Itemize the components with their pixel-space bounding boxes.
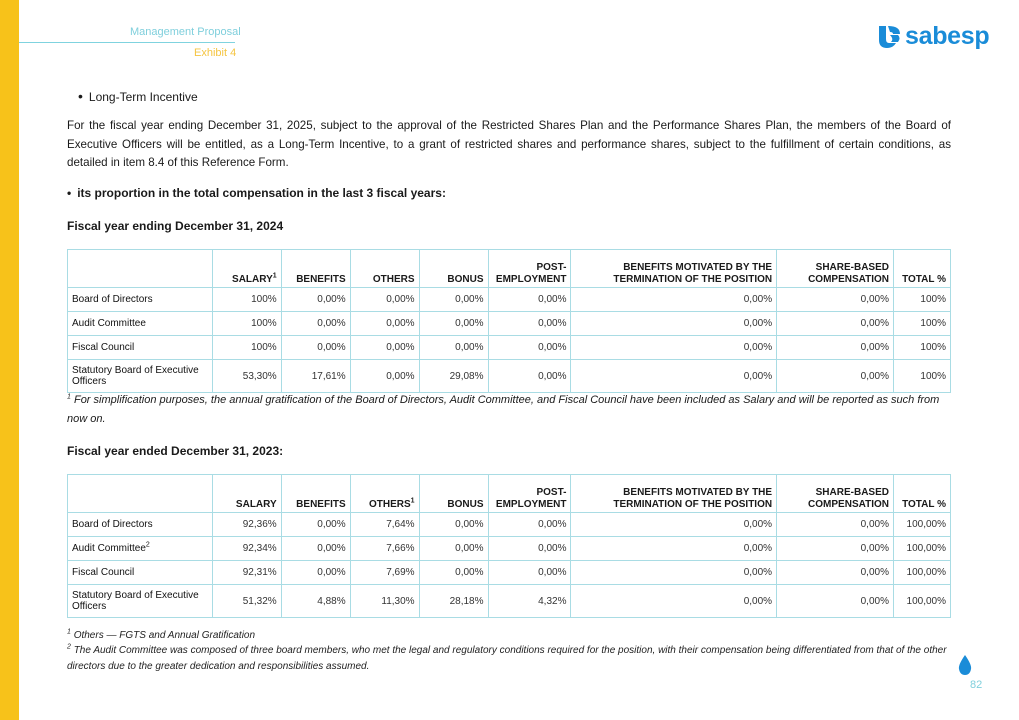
table-cell: 0,00% <box>571 561 777 585</box>
header-divider <box>19 42 235 43</box>
table-cell: 0,00% <box>777 513 894 537</box>
table-cell: 0,00% <box>419 336 488 360</box>
table-cell: 0,00% <box>419 537 488 561</box>
sabesp-logo-icon <box>876 24 902 50</box>
table-cell: 29,08% <box>419 360 488 393</box>
table-cell: 0,00% <box>419 513 488 537</box>
table-cell: 92,36% <box>212 513 281 537</box>
table-cell: 4,32% <box>488 585 571 618</box>
table-cell: 92,34% <box>212 537 281 561</box>
heading-fy-2023: Fiscal year ended December 31, 2023: <box>67 444 284 458</box>
table-cell: 0,00% <box>777 537 894 561</box>
row-label: Fiscal Council <box>68 561 213 585</box>
header-cell: SALARY$^1$ <box>212 250 281 288</box>
table-cell: 0,00% <box>419 288 488 312</box>
table-cell: 0,00% <box>350 312 419 336</box>
table-cell: 0,00% <box>281 336 350 360</box>
table-cell: 100% <box>212 336 281 360</box>
table-cell: 0,00% <box>350 360 419 393</box>
table-cell: 0,00% <box>488 288 571 312</box>
header-cell-empty <box>68 475 213 513</box>
table-cell: 100,00% <box>893 585 950 618</box>
row-label: Audit Committee$^2$ <box>68 537 213 561</box>
table-cell: 0,00% <box>571 336 777 360</box>
header-cell: POST-EMPLOYMENT <box>488 475 571 513</box>
table-cell: 0,00% <box>350 336 419 360</box>
header-cell: POST-EMPLOYMENT <box>488 250 571 288</box>
table-cell: 0,00% <box>571 537 777 561</box>
table-cell: 100% <box>894 360 951 393</box>
row-label: Board of Directors <box>68 288 213 312</box>
table-header-row <box>68 475 951 513</box>
footnote-2024: $^1$ For simplification purposes, the annual gratification of the Board of Directors, Audit Committee, and Fiscal Council have been included as Salary and will be reported as such from now on. <box>67 393 940 425</box>
footnote-2023-audit: $^2$ The Audit Committee was composed of three board members, who met the legal and regulatory conditions required for the position, with their compensation being differentiated from that of the other directors due to the greater dedication and responsibilities assumed. <box>67 643 947 672</box>
table-cell: 100% <box>894 336 951 360</box>
table-cell: 28,18% <box>419 585 488 618</box>
heading-fy-2024: Fiscal year ending December 31, 2024 <box>67 219 284 233</box>
table-cell: 7,66% <box>350 537 419 561</box>
header-cell: OTHERS <box>350 250 419 288</box>
table-cell: 7,64% <box>350 513 419 537</box>
table-cell: 17,61% <box>281 360 350 393</box>
table-cell: 7,69% <box>350 561 419 585</box>
compensation-table-2023 <box>67 474 951 618</box>
row-label: Statutory Board of Executive Officers <box>68 360 213 393</box>
table-row <box>68 513 951 537</box>
table-cell: 0,00% <box>488 537 571 561</box>
table-cell: 0,00% <box>571 513 777 537</box>
header-cell: SALARY <box>212 475 281 513</box>
table-row <box>68 312 951 336</box>
header-cell: BENEFITS <box>281 250 350 288</box>
table-cell: 0,00% <box>777 585 894 618</box>
row-label: Statutory Board of Executive Officers <box>68 585 213 618</box>
table-row <box>68 537 951 561</box>
table-header-row <box>68 250 951 288</box>
table-cell: 0,00% <box>777 336 894 360</box>
table-cell: 0,00% <box>488 312 571 336</box>
table-row <box>68 288 951 312</box>
brand-name: sabesp <box>905 22 990 50</box>
header-cell: OTHERS$^1$ <box>350 475 419 513</box>
header-cell: BENEFITS <box>281 475 350 513</box>
table-cell: 100% <box>212 312 281 336</box>
table-cell: 0,00% <box>281 561 350 585</box>
header-cell: BENEFITS MOTIVATED BY THE TERMINATION OF THE POSITION <box>571 250 777 288</box>
table-cell: 4,88% <box>281 585 350 618</box>
bullet-long-term-incentive: • Long-Term Incentive <box>78 88 198 104</box>
header-cell-empty <box>68 250 213 288</box>
intro-paragraph: For the fiscal year ending December 31, 2025, subject to the approval of the Restricted Shares Plan and the Performance Shares Plan, the members of the Board of Executive Officers will be entitled, as a Long-Term Incentive, to a grant of restricted shares and performance shares, subject to the fulfillment of certain conditions, as detailed in item 8.4 of this Reference Form. <box>67 119 951 170</box>
header-cell: BENEFITS MOTIVATED BY THE TERMINATION OF THE POSITION <box>571 475 777 513</box>
table-cell: 0,00% <box>281 288 350 312</box>
header-cell: SHARE-BASED COMPENSATION <box>777 475 894 513</box>
table-cell: 0,00% <box>571 585 777 618</box>
table-cell: 0,00% <box>777 312 894 336</box>
table-cell: 100,00% <box>893 561 950 585</box>
table-cell: 0,00% <box>571 360 777 393</box>
table-cell: 92,31% <box>212 561 281 585</box>
side-accent-bar <box>0 0 19 720</box>
sabesp-logo <box>876 22 989 51</box>
header-cell: TOTAL % <box>893 475 950 513</box>
table-cell: 100% <box>212 288 281 312</box>
header-cell: BONUS <box>419 250 488 288</box>
header-cell: BONUS <box>419 475 488 513</box>
table-cell: 0,00% <box>488 513 571 537</box>
table-cell: 0,00% <box>488 360 571 393</box>
table-cell: 0,00% <box>281 312 350 336</box>
table-cell: 11,30% <box>350 585 419 618</box>
header-cell: SHARE-BASED COMPENSATION <box>777 250 894 288</box>
row-label: Fiscal Council <box>68 336 213 360</box>
table-cell: 0,00% <box>281 513 350 537</box>
header-subtitle: Exhibit 4 <box>194 47 237 59</box>
table-cell: 0,00% <box>571 312 777 336</box>
table-cell: 100,00% <box>893 537 950 561</box>
table-row <box>68 336 951 360</box>
table-cell: 0,00% <box>777 288 894 312</box>
table-cell: 0,00% <box>350 288 419 312</box>
water-drop-icon <box>958 655 972 675</box>
table-row <box>68 585 951 618</box>
page-number: 82 <box>970 679 983 691</box>
table-cell: 100,00% <box>893 513 950 537</box>
table-cell: 51,32% <box>212 585 281 618</box>
table-cell: 0,00% <box>281 537 350 561</box>
row-label: Audit Committee <box>68 312 213 336</box>
proportion-bullet: • its proportion in the total compensation in the last 3 fiscal years: <box>67 186 446 200</box>
table-row <box>68 360 951 393</box>
table-cell: 0,00% <box>571 288 777 312</box>
row-label: Board of Directors <box>68 513 213 537</box>
header-title: Management Proposal <box>130 26 241 38</box>
table-cell: 0,00% <box>419 561 488 585</box>
table-cell: 0,00% <box>488 561 571 585</box>
footnote-2023-others: $^1$ Others — FGTS and Annual Gratification <box>67 628 256 641</box>
table-cell: 53,30% <box>212 360 281 393</box>
table-cell: 0,00% <box>777 561 894 585</box>
header-cell: TOTAL % <box>894 250 951 288</box>
compensation-table-2024 <box>67 249 951 393</box>
table-cell: 100% <box>894 312 951 336</box>
table-row <box>68 561 951 585</box>
table-cell: 0,00% <box>419 312 488 336</box>
table-cell: 100% <box>894 288 951 312</box>
table-cell: 0,00% <box>488 336 571 360</box>
table-cell: 0,00% <box>777 360 894 393</box>
